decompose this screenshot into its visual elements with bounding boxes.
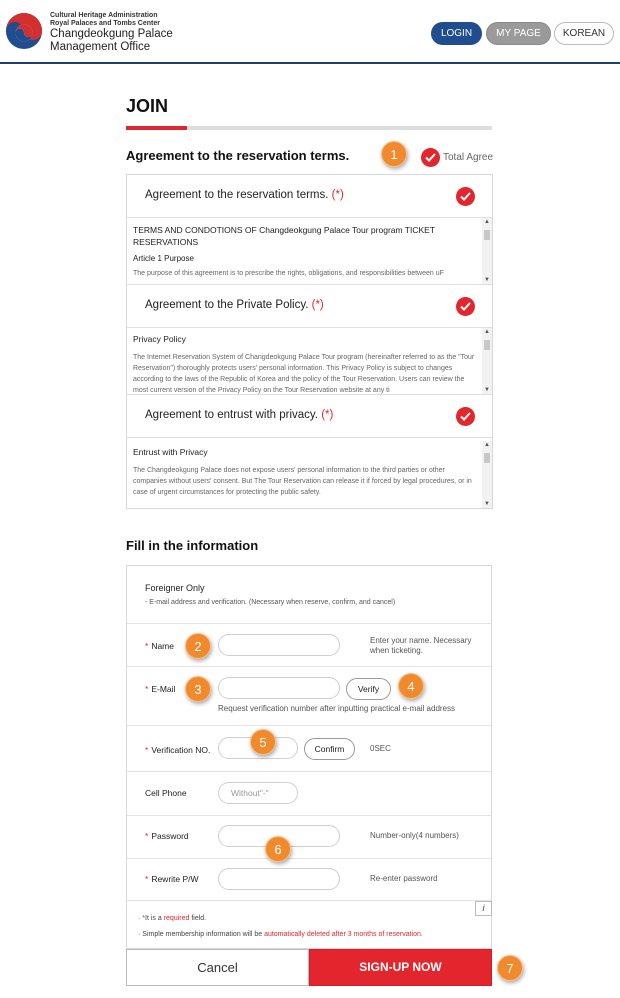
step-marker-5: 5 (250, 729, 276, 755)
cell-phone-input[interactable]: Without"-" (218, 782, 298, 804)
org-line-1: Cultural Heritage Administration (50, 12, 158, 19)
agreement-label: Agreement to the Private Policy. (145, 299, 309, 311)
title-underline-accent (126, 126, 187, 130)
password-label (145, 831, 189, 841)
note1-suffix: field. (189, 915, 207, 922)
email-label-text: E-Mail (151, 684, 176, 694)
agreement-label-wrap (145, 409, 333, 421)
page-title: JOIN (126, 96, 169, 116)
required-star: * (145, 684, 149, 694)
scrollbar[interactable] (482, 218, 492, 284)
entrust-privacy-text[interactable] (127, 441, 492, 508)
required-star: * (145, 831, 149, 841)
note-deletion: · Simple membership information will be automatically deleted after 3 months of reservation. (138, 931, 423, 938)
required-star: * (145, 745, 149, 755)
email-input[interactable] (218, 677, 340, 699)
reservation-terms-text[interactable] (127, 218, 492, 285)
terms-subtitle: Article 1 Purpose (133, 254, 194, 263)
info-icon[interactable]: i (475, 901, 492, 916)
agreement-label: Agreement to the reservation terms. (145, 189, 329, 201)
note2-red: automatically deleted after 3 months of reservation. (264, 931, 423, 938)
agreement-label-wrap (145, 189, 344, 201)
step-marker-7: 7 (497, 955, 523, 981)
name-hint: Enter your name. Necessary when ticketing. (370, 636, 472, 655)
scroll-down-icon[interactable]: ▼ (484, 501, 490, 507)
note1-red: required (163, 915, 190, 922)
password-label-text: Password (151, 831, 189, 841)
terms-body: The purpose of this agreement is to prescribe the rights, obligations, and responsibilities between uF (133, 270, 444, 277)
rewrite-hint: Re-enter password (370, 874, 438, 883)
step-marker-2: 2 (185, 633, 211, 659)
entrust-body: The Changdeokgung Palace does not expose users' personal information to the third parties or other companies without users' consent. But The Tour Reservation can release it if forced by legal procedures, or in case of urgent circumstances for protecting the public safety. (133, 467, 472, 496)
policy-body: The Internet Reservation System of Changdeokgung Palace Tour program (hereinafter referred to as the "Tour Reservation") thoroughly protects users' personal information. This Privacy Policy is subject to changes according to the laws of the Republic of Korea and the policy of the Tour Reservation. Users can review the most current version of the Privacy Policy on the Tour Reservation website at any ti (133, 354, 475, 394)
note2-prefix: Simple membership information will be (142, 931, 265, 938)
required-star: * (145, 641, 149, 651)
foreigner-desc: - E-mail address and verification. (Necessary when reserve, confirm, and cancel) (145, 599, 396, 606)
agreement-list (126, 174, 493, 509)
agreement-item-privacy-policy[interactable] (127, 285, 492, 328)
scroll-down-icon[interactable]: ▼ (484, 277, 490, 283)
check-circle-icon (421, 148, 440, 167)
name-input[interactable] (218, 634, 340, 656)
my-page-button[interactable]: MY PAGE (486, 22, 551, 45)
name-label (145, 641, 174, 651)
total-agree-label: Total Agree (443, 151, 494, 163)
policy-title: Privacy Policy (133, 334, 186, 344)
cell-phone-row (127, 772, 491, 816)
note-required: · *It is a required field. (138, 915, 207, 922)
step-marker-4: 4 (398, 673, 424, 699)
email-row (127, 667, 491, 726)
scroll-up-icon[interactable]: ▲ (484, 442, 490, 448)
entrust-title: Entrust with Privacy (133, 447, 208, 457)
taegeuk-logo-icon[interactable] (5, 12, 43, 50)
required-mark: (*) (311, 299, 324, 311)
scroll-down-icon[interactable]: ▼ (484, 387, 490, 393)
required-star: * (142, 915, 146, 922)
form-section-title: Fill in the information (126, 538, 259, 553)
agreement-item-reservation-terms[interactable] (127, 175, 492, 218)
sign-up-button[interactable]: SIGN-UP NOW (309, 949, 492, 986)
privacy-policy-text[interactable] (127, 328, 492, 395)
foreigner-title: Foreigner Only (145, 583, 205, 593)
required-star: * (145, 874, 149, 884)
check-circle-icon[interactable] (456, 297, 475, 316)
entrust-text-wrap (133, 447, 478, 498)
terms-text-wrap (133, 224, 478, 279)
scroll-thumb[interactable] (484, 453, 490, 463)
email-hint: Request verification number after inputting practical e-mail address (218, 704, 456, 713)
scrollbar[interactable] (482, 328, 492, 394)
name-row (127, 624, 491, 667)
cancel-button[interactable]: Cancel (126, 949, 309, 986)
organization-name[interactable] (50, 12, 173, 53)
required-mark: (*) (321, 409, 334, 421)
name-label-text: Name (151, 641, 174, 651)
verify-button[interactable]: Verify (346, 678, 391, 700)
scroll-up-icon[interactable]: ▲ (484, 219, 490, 225)
agreement-item-entrust-privacy[interactable] (127, 395, 492, 438)
password-row (127, 816, 491, 859)
rewrite-label-text: Rewrite P/W (151, 874, 199, 884)
login-button[interactable]: LOGIN (431, 22, 482, 45)
language-korean-button[interactable]: KOREAN (554, 22, 614, 45)
rewrite-password-input[interactable] (218, 868, 340, 890)
title-underline (126, 126, 492, 130)
policy-text-wrap (133, 334, 478, 395)
confirm-button[interactable]: Confirm (304, 738, 355, 760)
total-agree-checkbox[interactable] (421, 147, 493, 167)
site-header (0, 0, 620, 64)
rewrite-label (145, 874, 199, 884)
note1-prefix: It is a (145, 915, 164, 922)
org-line-2: Royal Palaces and Tombs Center (50, 20, 160, 27)
step-marker-1: 1 (381, 141, 407, 167)
verification-row (127, 726, 491, 772)
registration-form (126, 565, 492, 949)
rewrite-password-row (127, 859, 491, 901)
step-marker-6: 6 (265, 836, 291, 862)
step-marker-3: 3 (185, 676, 211, 702)
verification-label-text: Verification NO. (151, 745, 211, 755)
scroll-thumb[interactable] (484, 230, 490, 240)
foreigner-info (127, 566, 491, 624)
password-hint: Number-only(4 numbers) (370, 831, 459, 840)
scroll-thumb[interactable] (484, 340, 490, 350)
agreement-section-title: Agreement to the reservation terms. (126, 148, 350, 163)
check-circle-icon[interactable] (456, 187, 475, 206)
terms-title: TERMS AND CONDOTIONS OF Changdeokgung Palace Tour program TICKET RESERVATIONS (133, 225, 435, 247)
check-circle-icon[interactable] (456, 407, 475, 426)
cell-phone-label: Cell Phone (145, 788, 187, 798)
org-line-4: Management Office (50, 40, 151, 53)
form-notes (138, 911, 423, 943)
scroll-up-icon[interactable]: ▲ (484, 329, 490, 335)
verification-timer: 0SEC (370, 744, 391, 753)
agreement-label: Agreement to entrust with privacy. (145, 409, 318, 421)
verification-label (145, 745, 210, 755)
org-line-3: Changdeokgung Palace (50, 28, 173, 40)
email-label (145, 684, 175, 694)
agreement-label-wrap (145, 299, 324, 311)
scrollbar[interactable] (482, 441, 492, 508)
required-mark: (*) (331, 189, 344, 201)
